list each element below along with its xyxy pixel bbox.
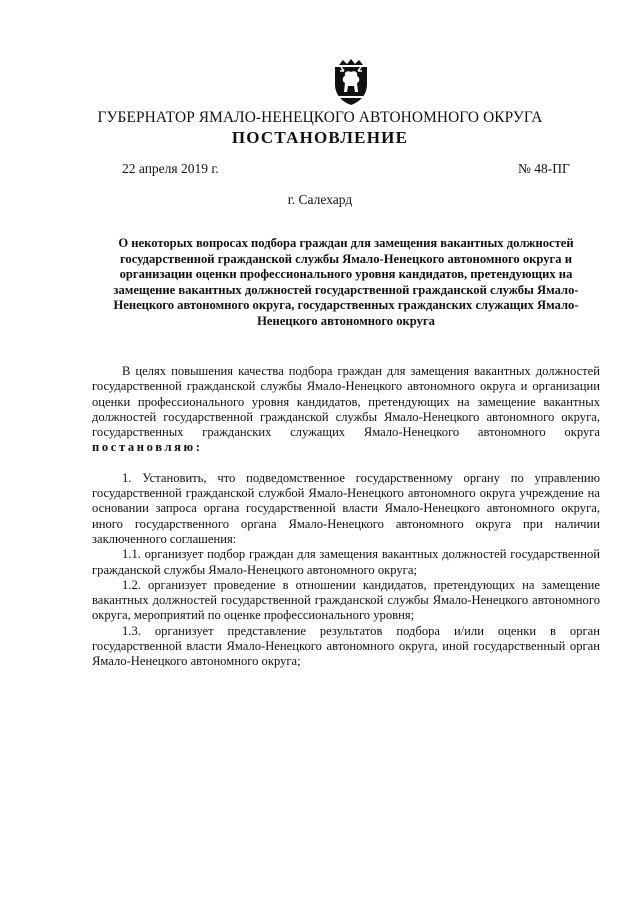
document-type: ПОСТАНОВЛЕНИЕ	[231, 128, 409, 147]
document-heading: О некоторых вопросах подбора граждан для замещения вакантных должностей государственной гражданской службы Ямало-Ненецкого автономного округа и организации оценки профессионального уровня кандидатов, претендующих на замещение вакантных должностей государственной гражданской службы Ямало-Ненецкого автономного округа, государственных гражданских служащих Ямало-Ненецкого автономного округа	[113, 236, 579, 328]
paragraph-1-2: 1.2. организует проведение в отношении кандидатов, претендующих на замещение вакантных должностей государственной гражданской службы Ямало-Ненецкого автономного округа, мероприятий по оценке профессионального уровня;	[92, 577, 600, 623]
document-body	[92, 364, 600, 670]
document-number: № 48-ПГ	[518, 161, 570, 176]
paragraph-1: 1. Установить, что подведомственное государственному органу по управлению государственной гражданской службой Ямало-Ненецкого автономного округа учреждение на основании запроса органа государственной власти Ямало-Ненецкого автономного округа, иного государственного органа Ямало-Ненецкого автономного округа при наличии заключенного соглашения:	[92, 470, 600, 546]
document-date: 22 апреля 2019 г.	[122, 161, 219, 176]
coat-of-arms-icon	[330, 58, 372, 106]
document-city: г. Салехард	[287, 192, 353, 207]
preamble-paragraph	[92, 364, 600, 456]
preamble-keyword: постановляю:	[92, 440, 203, 455]
organization-title: ГУБЕРНАТОР ЯМАЛО-НЕНЕЦКОГО АВТОНОМНОГО ОКРУГА	[97, 109, 543, 126]
paragraph-1-3: 1.3. организует представление результатов подбора и/или оценки в орган государственной власти Ямало-Ненецкого автономного округа, иной государственный орган Ямало-Ненецкого автономного округа;	[92, 623, 600, 669]
preamble-text: В целях повышения качества подбора граждан для замещения вакантных должностей государственной гражданской службы Ямало-Ненецкого автономного округа и организации оценки профессионального уровня кандидатов, претендующих на замещение вакантных должностей государственной гражданской службы Ямало-Ненецкого автономного округа, государственных гражданских служащих Ямало-Ненецкого автономного округа	[92, 364, 600, 440]
paragraph-1-1: 1.1. организует подбор граждан для замещения вакантных должностей государственной гражданской службы Ямало-Ненецкого автономного округа;	[92, 547, 600, 577]
